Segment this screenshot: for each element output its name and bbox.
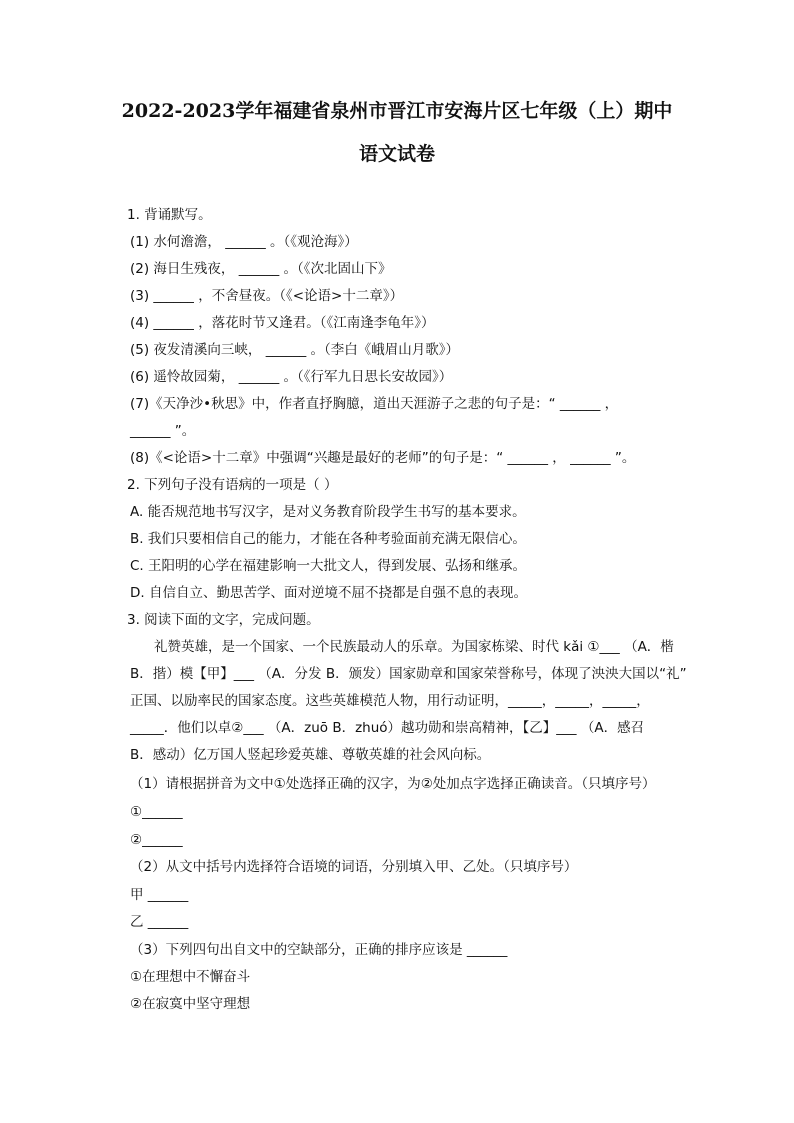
question-3-heading: 3. 阅读下面的文字，完成问题。 [127, 612, 320, 628]
q2-option-b: B. 我们只要相信自己的能力，才能在各种考验面前充满无限信心。 [130, 531, 526, 547]
q3-sub-3: （3）下列四句出自文中的空缺部分，正确的排序应该是 ______ [130, 942, 508, 958]
passage-line-3: 正国、以励率民的国家态度。这些英雄模范人物，用行动证明，_____，_____，_____， [130, 693, 650, 709]
q2-option-c: C. 王阳明的心学在福建影响一大批文人，得到发展、弘扬和继承。 [130, 558, 527, 574]
q1-item-4: (4) ______ ，落花时节又逢君。（《江南逢李龟年》） [130, 315, 435, 331]
q1-item-5: (5) 夜发清溪向三峡， ______ 。（李白《峨眉山月歌》） [130, 342, 459, 358]
q1-item-3: (3) ______ ，不舍昼夜。（《<论语>十二章》） [130, 288, 404, 304]
q1-item-1: (1) 水何澹澹， ______ 。（《观沧海》） [130, 234, 358, 250]
q3-sub-2-blank-jia: 甲 ______ [130, 887, 189, 903]
q2-option-a: A. 能否规范地书写汉字，是对义务教育阶段学生书写的基本要求。 [130, 504, 526, 520]
passage-line-4: _____．他们以卓②___ （A．zuō B．zhuó）越功勋和崇高精神，【乙】___ （A．感召 [130, 720, 645, 736]
q1-item-8: (8)《<论语>十二章》中强调“兴趣是最好的老师”的句子是：“ ______ ， ______ ”。 [130, 450, 636, 466]
q3-sub-3-option-1: ①在理想中不懈奋斗 [130, 969, 251, 985]
page-title-line-1: 2022-2023学年福建省泉州市晋江市安海片区七年级（上）期中 [121, 100, 673, 122]
question-1-heading: 1. 背诵默写。 [127, 207, 212, 223]
q3-sub-1: （1）请根据拼音为文中①处选择正确的汉字，为②处加点字选择正确读音。（只填序号） [130, 776, 656, 792]
q3-sub-1-blank-1: ①______ [130, 804, 183, 820]
q1-item-2: (2) 海日生残夜， ______ 。（《次北固山下》 [130, 261, 392, 277]
q3-sub-2-blank-yi: 乙 ______ [130, 914, 189, 930]
q1-item-7: (7)《天净沙•秋思》中，作者直抒胸臆，道出天涯游子之悲的句子是：“ ______ ， [130, 396, 619, 412]
passage-line-2: B．揩）模【甲】___ （A．分发 B．颁发）国家勋章和国家荣誉称号，体现了泱泱大国以“礼” [130, 666, 687, 682]
passage-line-1: 礼赞英雄，是一个国家、一个民族最动人的乐章。为国家栋梁、时代 kǎi ①___ （A．楷 [154, 639, 674, 655]
q3-sub-2: （2）从文中括号内选择符合语境的词语，分别填入甲、乙处。（只填序号） [130, 859, 578, 875]
q3-sub-1-blank-2: ②______ [130, 832, 183, 848]
q3-sub-3-option-2: ②在寂寞中坚守理想 [130, 996, 251, 1012]
page-title-line-2: 语文试卷 [358, 143, 435, 165]
q2-option-d: D. 自信自立、勤思苦学、面对逆境不屈不挠都是自强不息的表现。 [130, 585, 527, 601]
q1-item-7-cont: ______ ”。 [130, 423, 196, 439]
question-2-heading: 2. 下列句子没有语病的一项是（ ） [127, 477, 338, 493]
passage-line-5: B．感动）亿万国人竖起珍爱英雄、尊敬英雄的社会风向标。 [130, 747, 491, 763]
q1-item-6: (6) 遥怜故园菊， ______ 。（《行军九日思长安故园》） [130, 369, 453, 385]
